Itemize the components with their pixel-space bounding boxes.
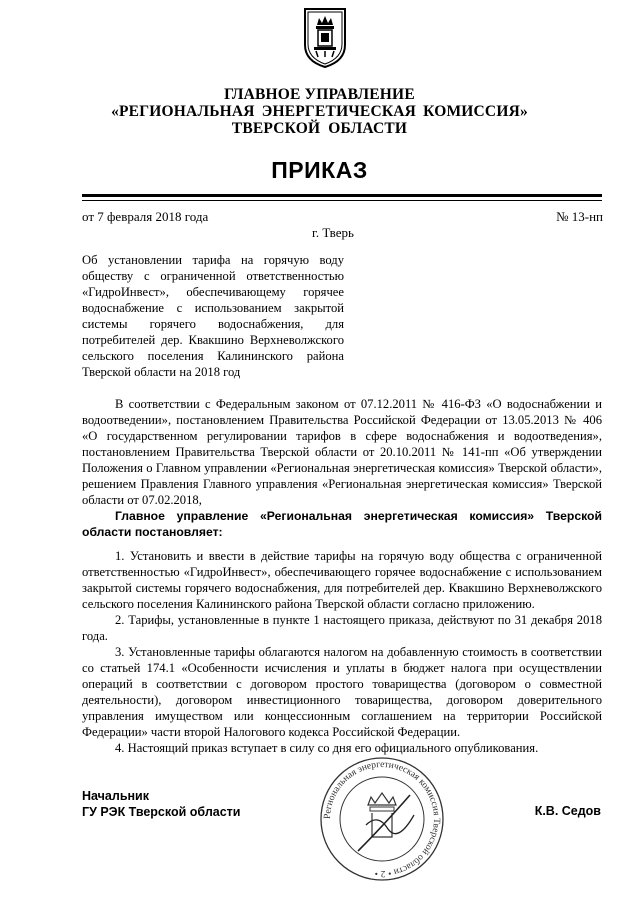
signatory-position-line-2: ГУ РЭК Тверской области: [82, 805, 241, 819]
order-subject: [82, 252, 344, 380]
svg-text:Региональная энергетическая ко: [323, 760, 441, 878]
preamble-paragraph: В соответствии с Федеральным законом от 07.12.2011 № 416-ФЗ «О водоснабжении и водоотведении», постановлением Правительства Российской Федерации от 13.05.2013 № 406 «О государственном регулировании тарифов в сфере водоснабжения и водоотведения», постановлением Правительства Тверской области от 20.10.2011 № 141-пп «Об утверждении Положения о Главном управлении «Региональная энергетическая комиссия» Тверской области», решением Правления Главного управления «Региональная энергетическая комиссия» Тверской области от 07.02.2018,: [82, 397, 602, 507]
order-item: 1. Установить и ввести в действие тарифы на горячую воду общества с ограниченной ответственностью «ГидроИнвест», обеспечивающего горячее водоснабжение с использованием закрытой системы горячего водоснабжения, для потребителей дер. Квакшино Верхневолжского сельского поселения Калининского района Тверской области согласно приложению.: [82, 549, 602, 611]
order-date: от 7 февраля 2018 года: [82, 209, 209, 224]
order-items: [82, 548, 602, 756]
stamp-text: Региональная энергетическая комиссия Тверской области • 2 •: [322, 759, 442, 879]
header-line-1: ГЛАВНОЕ УПРАВЛЕНИЕ: [224, 86, 415, 103]
subject-line: сельского поселения Калининского района: [82, 349, 344, 363]
order-item: 3. Установленные тарифы облагаются налогом на добавленную стоимость в соответствии со статьей 174.1 «Особенности исчисления и уплаты в бюджет налога при осуществлении операций в соответствии с договором простого товарищества (договором о совместной деятельности), договором инвестиционного товарищества, договором доверительного управления имуществом или концессионным соглашением на территории Российской Федерации» части второй Налогового кодекса Российской Федерации.: [82, 645, 602, 739]
signatory-position: [82, 788, 240, 820]
divider-thin: [82, 200, 602, 201]
header-line-2: «РЕГИОНАЛЬНАЯ ЭНЕРГЕТИЧЕСКАЯ КОМИССИЯ»: [111, 103, 528, 120]
city: г. Тверь: [312, 225, 354, 240]
order-item: 2. Тарифы, установленные в пункте 1 настоящего приказа, действуют по 31 декабря 2018 года.: [82, 613, 602, 643]
subject-line: водоснабжение с использованием закрытой: [82, 301, 344, 315]
signatory-position-line-1: Начальник: [82, 789, 149, 803]
subject-line: Об установлении тарифа на горячую воду: [82, 253, 344, 267]
header-line-3: ТВЕРСКОЙ ОБЛАСТИ: [231, 120, 408, 137]
subject-line: системы горячего водоснабжения, для: [82, 317, 344, 331]
divider-thick: [82, 194, 602, 197]
resolution-heading: Главное управление «Региональная энергетическая комиссия» Тверской области постановляет:: [82, 509, 602, 539]
subject-line: потребителей дер. Квакшино Верхневолжского: [82, 333, 344, 347]
signatory-name: К.В. Седов: [534, 804, 601, 818]
subject-line: Тверской области на 2018 год: [82, 365, 241, 379]
coat-of-arms-icon: [303, 7, 347, 69]
document-title: ПРИКАЗ: [271, 157, 368, 183]
subject-line: «ГидроИнвест», обеспечивающему горячее: [82, 285, 344, 299]
subject-line: обществу с ограниченной ответственностью: [82, 269, 344, 283]
order-item: 4. Настоящий приказ вступает в силу со дня его официального опубликования.: [115, 741, 539, 755]
order-number: № 13-нп: [556, 209, 603, 224]
official-stamp-icon: [318, 755, 446, 883]
